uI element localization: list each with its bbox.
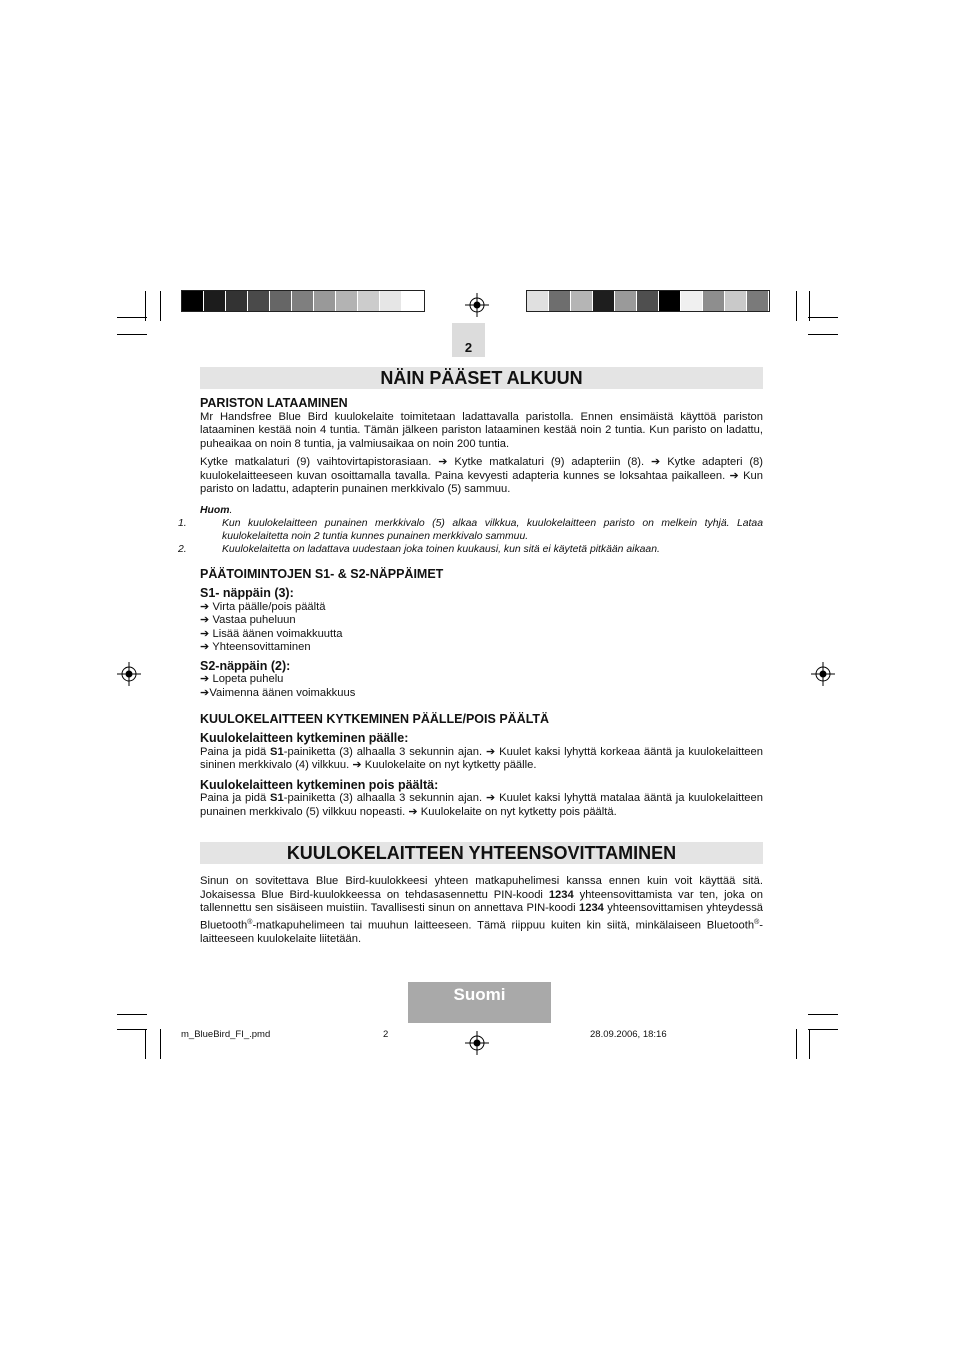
color-swatch [549,291,571,311]
power-on-text: Paina ja pidä S1-painiketta (3) alhaalla 3 sekunnin ajan. ➔ Kuulet kaksi lyhyttä korkeaa ääntä ja kuulokelaitteen sininen merkkivalo (4) vilkkuu. ➔ Kuulokelaite on nyt kytketty päälle. [200,745,763,772]
color-swatch [747,291,769,311]
s2-item: ➔Vaimenna äänen voimakkuus [200,686,356,699]
color-swatch [593,291,615,311]
color-swatch [703,291,725,311]
color-swatch [248,291,270,311]
note-item: 2. Kuulokelaitetta on ladattava uudestaan joka toinen kuukausi, kun sitä ei käytetä pitkään aikaan. [178,543,660,555]
power-off-text: Paina ja pidä S1-painiketta (3) alhaalla 3 sekunnin ajan. ➔ Kuulet kaksi lyhyttä matalaa ääntä ja kuulokelaitteen punainen merkkivalo (5) vilkkuu nopeasti. ➔ Kuulokelaite on nyt kytketty pois päältä. [200,792,763,818]
color-calibration-bar-left [181,290,425,312]
color-swatch [270,291,292,311]
power-on-heading: Kuulokelaitteen kytkeminen päälle: [200,731,409,746]
color-swatch [571,291,593,311]
color-swatch [527,291,549,311]
s1-item: ➔ Virta päälle/pois päältä [200,600,326,613]
color-swatch [182,291,204,311]
page-number: 2 [452,323,485,357]
getting-started-content [178,396,763,819]
color-swatch [725,291,747,311]
color-swatch [314,291,336,311]
s1-item: ➔ Yhteensovittaminen [200,641,311,654]
s1-item: ➔ Lisää äänen voimakkuutta [200,627,343,640]
registration-mark-icon [811,662,835,686]
note-item: 1. Kun kuulokelaitteen punainen merkkivalo (5) alkaa vilkkua, kuulokelaitteen paristo on melkein tyhjä. Lataa kuulokelaitetta noin 2 tuntia kunnes punainen merkkivalo sammuu. [178,517,763,542]
note-label: Huom. [200,504,233,516]
section-title-pairing: KUULOKELAITTEEN YHTEENSOVITTAMINEN [200,842,763,864]
charging-heading: PARISTON LATAAMINEN [200,396,348,410]
s2-heading: S2-näppäin (2): [200,658,291,673]
color-swatch [681,291,703,311]
registration-mark-icon [465,1031,489,1055]
color-swatch [659,291,681,311]
footer-page: 2 [383,1029,389,1040]
color-swatch [380,291,402,311]
pairing-paragraph: Sinun on sovitettava Blue Bird-kuulokkeesi yhteen matkapuhelimesi kanssa ennen kuin voit käyttää sitä. Jokaisessa Blue Bird-kuulokkeessa on tehdasasennettu PIN-koodi 1234 yhteensovittamista var ten, joka on tallennettu sen sisäiseen muistiin. Tavallisesti sinun on annettava PIN-koodi 1234 yhteensovittamisen yhteydessä Bluetooth®-matkapuhelimeen tai muuhun laitteeseen. Tämä riippuu kuiten kin siitä, minkälaiseen Bluetooth®-laitteeseen kuulokelaite liitetään. [200,875,764,945]
power-off-heading: Kuulokelaitteen kytkeminen pois päältä: [200,777,439,792]
registration-mark-icon [117,662,141,686]
registration-mark-icon [465,293,489,317]
color-swatch [402,291,424,311]
s2-item: ➔ Lopeta puhelu [200,673,284,686]
s1-heading: S1- näppäin (3): [200,586,294,600]
color-swatch [226,291,248,311]
section-title-getting-started: NÄIN PÄÄSET ALKUUN [200,367,763,389]
footer-datetime: 28.09.2006, 18:16 [590,1029,667,1040]
language-tab: Suomi [408,982,551,1023]
functions-heading: PÄÄTOIMINTOJEN S1- & S2-NÄPPÄIMET [200,566,444,581]
pairing-content [200,875,763,946]
charging-paragraph-1: Mr Handsfree Blue Bird kuulokelaite toimitetaan ladattavalla paristolla. Ennen ensimäistä käyttöä pariston lataaminen kestää noin 4 tuntia. Tämän jälkeen pariston lataaminen kestää noin 2 tuntia. Kun paristo on ladattu, puheaikaa on noin 8 tuntia, ja valmiusaikaa on noin 200 tuntia. [200,410,763,450]
power-heading: KUULOKELAITTEEN KYTKEMINEN PÄÄLLE/POIS PÄÄLTÄ [200,711,550,726]
color-swatch [292,291,314,311]
color-swatch [204,291,226,311]
color-calibration-bar-right [526,290,770,312]
s1-item: ➔ Vastaa puheluun [200,614,296,627]
note-block [178,504,763,556]
color-swatch [615,291,637,311]
footer-filename: m_BlueBird_FI_.pmd [181,1029,271,1040]
color-swatch [637,291,659,311]
charging-paragraph-2: Kytke matkalaturi (9) vaihtovirtapistorasiaan. ➔ Kytke matkalaturi (9) adapteriin (8). ➔ Kytke adapteri (8) kuulokelaitteeseen kuvan osoittamalla tavalla. Paina kevyesti adapteria kunnes se loksahtaa paikalleen. ➔ Kun paristo on ladattu, adapterin punainen merkkivalo (5) sammuu. [200,456,763,495]
color-swatch [358,291,380,311]
color-swatch [336,291,358,311]
